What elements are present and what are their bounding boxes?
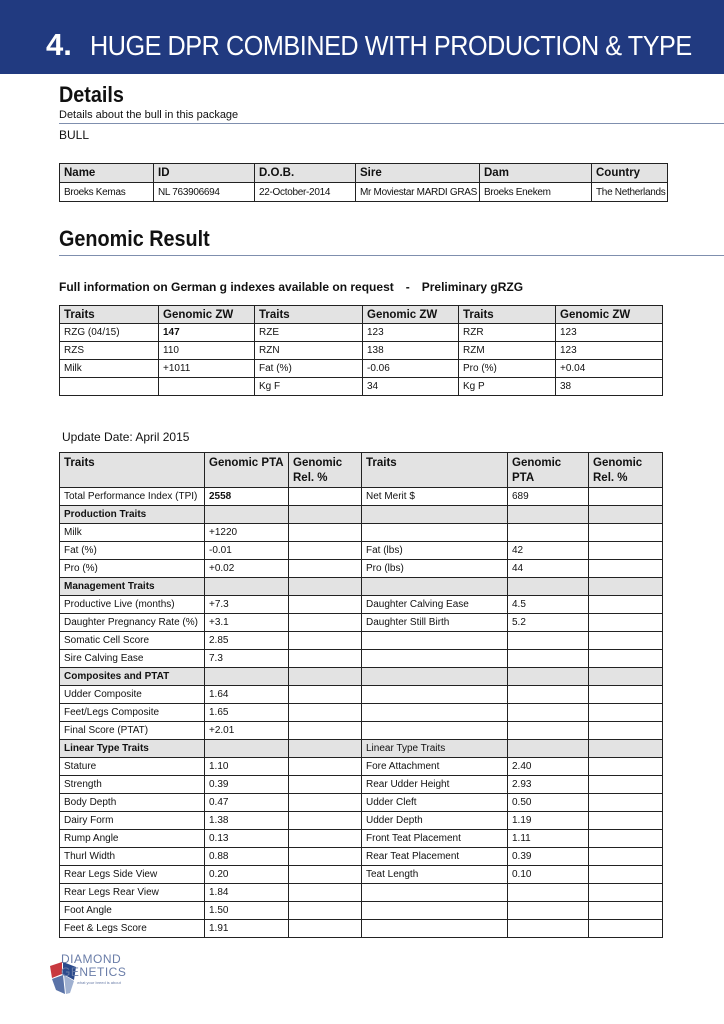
bull-data-cell: Broeks Kemas — [60, 183, 154, 202]
pta-cell: Productive Live (months) — [60, 596, 205, 614]
pta-cell — [289, 686, 362, 704]
pta-cell — [589, 758, 663, 776]
pta-header-cell: Genomic PTA — [205, 453, 289, 488]
bull-table — [59, 163, 668, 202]
gz-cell: +0.04 — [556, 360, 663, 378]
genomic-info-line — [59, 280, 523, 294]
pta-cell: Fore Attachment — [362, 758, 508, 776]
pta-cell — [508, 920, 589, 938]
pta-cell — [589, 812, 663, 830]
section-number: 4. — [46, 27, 72, 62]
table-row — [60, 830, 663, 848]
pta-cell: -0.01 — [205, 542, 289, 560]
pta-cell — [205, 668, 289, 686]
pta-cell — [289, 902, 362, 920]
table-row — [60, 614, 663, 632]
table-row — [60, 360, 663, 378]
section-row — [60, 740, 663, 758]
pta-cell: Daughter Still Birth — [362, 614, 508, 632]
german-index-header — [60, 306, 663, 324]
pta-cell — [589, 560, 663, 578]
pta-cell — [508, 524, 589, 542]
pta-cell — [289, 650, 362, 668]
diamond-genetics-logo — [47, 952, 137, 998]
pta-cell — [589, 596, 663, 614]
pta-cell: 1.64 — [205, 686, 289, 704]
pta-cell — [289, 596, 362, 614]
pta-cell: 1.10 — [205, 758, 289, 776]
pta-cell — [589, 830, 663, 848]
table-row — [60, 632, 663, 650]
table-row — [60, 722, 663, 740]
pta-cell: 0.50 — [508, 794, 589, 812]
bull-data-cell: Broeks Enekem — [480, 183, 592, 202]
bull-header-cell: Sire — [356, 164, 480, 183]
pta-cell — [589, 722, 663, 740]
pta-cell — [589, 524, 663, 542]
pta-cell — [205, 506, 289, 524]
table-row — [60, 866, 663, 884]
pta-cell — [589, 776, 663, 794]
pta-cell — [589, 794, 663, 812]
pta-cell: Rear Udder Height — [362, 776, 508, 794]
gz-cell: 138 — [363, 342, 459, 360]
logo-tagline: what your breed is about — [77, 980, 121, 985]
pta-cell: +3.1 — [205, 614, 289, 632]
pta-cell — [362, 668, 508, 686]
gz-cell: Pro (%) — [459, 360, 556, 378]
pta-cell: 44 — [508, 560, 589, 578]
pta-cell: Milk — [60, 524, 205, 542]
section-row — [60, 578, 663, 596]
gz-cell: 34 — [363, 378, 459, 396]
pta-cell — [589, 920, 663, 938]
pta-cell: 7.3 — [205, 650, 289, 668]
pta-cell — [289, 776, 362, 794]
bull-data-cell: Mr Moviestar MARDI GRAS — [356, 183, 480, 202]
gz-cell: RZS — [60, 342, 159, 360]
bull-data-cell: NL 763906694 — [154, 183, 255, 202]
bull-table-row — [60, 183, 668, 202]
table-row — [60, 560, 663, 578]
gz-cell — [159, 378, 255, 396]
pta-cell: 5.2 — [508, 614, 589, 632]
preliminary-text: Preliminary gRZG — [421, 280, 524, 294]
pta-cell: 1.91 — [205, 920, 289, 938]
pta-cell: 2.40 — [508, 758, 589, 776]
gz-cell: Fat (%) — [255, 360, 363, 378]
table-row — [60, 686, 663, 704]
pta-cell — [589, 488, 663, 506]
table-row — [60, 542, 663, 560]
genomic-heading: Genomic Result — [59, 226, 210, 251]
details-heading: Details — [59, 82, 124, 107]
pta-cell — [362, 524, 508, 542]
table-row — [60, 812, 663, 830]
section-banner — [0, 0, 724, 74]
table-row — [60, 848, 663, 866]
pta-cell — [289, 884, 362, 902]
gz-cell: RZR — [459, 324, 556, 342]
pta-cell: Foot Angle — [60, 902, 205, 920]
pta-cell — [362, 686, 508, 704]
pta-cell: Dairy Form — [60, 812, 205, 830]
gz-header-cell: Traits — [60, 306, 159, 324]
pta-cell — [508, 578, 589, 596]
pta-cell — [589, 542, 663, 560]
details-subtitle: Details about the bull in this package — [59, 109, 239, 121]
pta-cell — [508, 650, 589, 668]
pta-cell: Rear Legs Rear View — [60, 884, 205, 902]
pta-cell — [508, 722, 589, 740]
bull-header-cell: Dam — [480, 164, 592, 183]
details-rule — [59, 123, 724, 124]
pta-cell: +7.3 — [205, 596, 289, 614]
info-separator: - — [405, 280, 410, 294]
update-date: Update Date: April 2015 — [62, 430, 190, 444]
pta-cell — [362, 506, 508, 524]
pta-cell — [589, 740, 663, 758]
gz-header-cell: Traits — [255, 306, 363, 324]
pta-cell — [589, 704, 663, 722]
section-row — [60, 506, 663, 524]
gz-cell: 38 — [556, 378, 663, 396]
gz-cell — [60, 378, 159, 396]
pta-cell: Rump Angle — [60, 830, 205, 848]
pta-cell — [289, 812, 362, 830]
bull-label: BULL — [59, 128, 90, 142]
pta-cell: 0.39 — [205, 776, 289, 794]
pta-cell — [289, 920, 362, 938]
pta-cell: Fat (%) — [60, 542, 205, 560]
logo-line-1: DIAMOND — [61, 952, 122, 966]
pta-cell: Rear Legs Side View — [60, 866, 205, 884]
bull-header-cell: D.O.B. — [255, 164, 356, 183]
pta-header-cell: Genomic Rel. % — [589, 453, 663, 488]
table-row — [60, 324, 663, 342]
pta-cell: Daughter Calving Ease — [362, 596, 508, 614]
pta-cell: Daughter Pregnancy Rate (%) — [60, 614, 205, 632]
table-row — [60, 902, 663, 920]
gz-cell: Kg F — [255, 378, 363, 396]
table-row — [60, 776, 663, 794]
pta-cell: Udder Depth — [362, 812, 508, 830]
pta-cell — [362, 884, 508, 902]
pta-cell: Rear Teat Placement — [362, 848, 508, 866]
pta-cell — [289, 542, 362, 560]
full-info-text: Full information on German g indexes available on request — [59, 280, 394, 294]
pta-cell: 0.39 — [508, 848, 589, 866]
pta-cell — [589, 650, 663, 668]
pta-cell: Front Teat Placement — [362, 830, 508, 848]
pta-cell: Feet & Legs Score — [60, 920, 205, 938]
gz-cell: +1011 — [159, 360, 255, 378]
logo-line-2: GENETICS — [61, 965, 127, 979]
pta-cell: Udder Composite — [60, 686, 205, 704]
pta-cell: Feet/Legs Composite — [60, 704, 205, 722]
pta-cell — [589, 578, 663, 596]
pta-cell — [289, 668, 362, 686]
pta-cell: Teat Length — [362, 866, 508, 884]
pta-cell: Strength — [60, 776, 205, 794]
pta-cell — [362, 902, 508, 920]
pta-cell: Thurl Width — [60, 848, 205, 866]
pta-cell: 689 — [508, 488, 589, 506]
bull-header-cell: ID — [154, 164, 255, 183]
table-row — [60, 650, 663, 668]
pta-cell: Body Depth — [60, 794, 205, 812]
table-row — [60, 342, 663, 360]
table-row — [60, 596, 663, 614]
bull-data-cell: 22-October-2014 — [255, 183, 356, 202]
pta-table-header — [60, 453, 663, 488]
pta-cell: 4.5 — [508, 596, 589, 614]
bull-header-cell: Country — [592, 164, 668, 183]
pta-cell — [589, 668, 663, 686]
pta-cell: 1.84 — [205, 884, 289, 902]
pta-cell — [362, 632, 508, 650]
pta-cell: Somatic Cell Score — [60, 632, 205, 650]
pta-cell: Total Performance Index (TPI) — [60, 488, 205, 506]
pta-cell — [289, 524, 362, 542]
pta-header-cell: Genomic Rel. % — [289, 453, 362, 488]
pta-cell — [205, 578, 289, 596]
pta-cell: 0.47 — [205, 794, 289, 812]
bull-header-cell: Name — [60, 164, 154, 183]
table-row — [60, 794, 663, 812]
pta-cell — [508, 506, 589, 524]
bull-table-header — [60, 164, 668, 183]
pta-cell: +2.01 — [205, 722, 289, 740]
pta-cell: Linear Type Traits — [362, 740, 508, 758]
gz-cell: RZE — [255, 324, 363, 342]
pta-cell — [289, 488, 362, 506]
pta-cell — [289, 614, 362, 632]
gz-cell: -0.06 — [363, 360, 459, 378]
pta-cell — [508, 902, 589, 920]
pta-header-cell: Traits — [362, 453, 508, 488]
section-title: HUGE DPR COMBINED WITH PRODUCTION & TYPE — [90, 30, 692, 61]
pta-cell: Stature — [60, 758, 205, 776]
pta-cell — [589, 686, 663, 704]
gz-header-cell: Genomic ZW — [159, 306, 255, 324]
pta-cell: 2.85 — [205, 632, 289, 650]
pta-cell: 1.65 — [205, 704, 289, 722]
pta-cell — [589, 614, 663, 632]
gz-cell: RZN — [255, 342, 363, 360]
pta-cell: Sire Calving Ease — [60, 650, 205, 668]
gz-cell: 123 — [556, 342, 663, 360]
gz-cell: Milk — [60, 360, 159, 378]
pta-cell — [289, 830, 362, 848]
pta-cell: Management Traits — [60, 578, 205, 596]
pta-cell — [362, 578, 508, 596]
pta-cell — [205, 740, 289, 758]
pta-cell: +0.02 — [205, 560, 289, 578]
pta-cell — [589, 902, 663, 920]
pta-cell: 0.20 — [205, 866, 289, 884]
pta-cell: Fat (lbs) — [362, 542, 508, 560]
pta-cell — [362, 650, 508, 668]
gz-cell: RZG (04/15) — [60, 324, 159, 342]
pta-cell — [508, 740, 589, 758]
pta-cell: Pro (%) — [60, 560, 205, 578]
pta-header-cell: Traits — [60, 453, 205, 488]
pta-cell: 1.50 — [205, 902, 289, 920]
pta-cell — [508, 884, 589, 902]
pta-cell — [508, 632, 589, 650]
pta-cell — [362, 722, 508, 740]
pta-cell — [589, 632, 663, 650]
genomic-pta-table — [59, 452, 663, 938]
pta-cell — [289, 704, 362, 722]
pta-cell — [289, 560, 362, 578]
gz-cell: RZM — [459, 342, 556, 360]
pta-cell — [589, 866, 663, 884]
bull-data-cell: The Netherlands — [592, 183, 668, 202]
gz-header-cell: Genomic ZW — [556, 306, 663, 324]
pta-cell: 1.38 — [205, 812, 289, 830]
pta-cell: Production Traits — [60, 506, 205, 524]
pta-cell: 1.19 — [508, 812, 589, 830]
pta-cell — [289, 722, 362, 740]
pta-cell — [289, 632, 362, 650]
table-row — [60, 884, 663, 902]
pta-cell: 0.10 — [508, 866, 589, 884]
gz-cell: 123 — [556, 324, 663, 342]
pta-cell — [289, 578, 362, 596]
pta-cell: 0.13 — [205, 830, 289, 848]
gz-cell: Kg P — [459, 378, 556, 396]
gz-cell: 110 — [159, 342, 255, 360]
pta-cell — [508, 704, 589, 722]
pta-cell: Udder Cleft — [362, 794, 508, 812]
gz-header-cell: Traits — [459, 306, 556, 324]
pta-cell — [508, 668, 589, 686]
table-row — [60, 488, 663, 506]
pta-cell: 2558 — [205, 488, 289, 506]
table-row — [60, 378, 663, 396]
pta-cell: 2.93 — [508, 776, 589, 794]
pta-cell — [289, 506, 362, 524]
pta-cell — [362, 920, 508, 938]
german-index-table — [59, 305, 663, 396]
pta-cell: Net Merit $ — [362, 488, 508, 506]
pta-header-cell: Genomic PTA — [508, 453, 589, 488]
pta-cell: Final Score (PTAT) — [60, 722, 205, 740]
pta-cell — [508, 686, 589, 704]
pta-cell — [589, 506, 663, 524]
gz-header-cell: Genomic ZW — [363, 306, 459, 324]
pta-cell — [589, 884, 663, 902]
pta-cell: +1220 — [205, 524, 289, 542]
pta-cell — [589, 848, 663, 866]
pta-cell — [289, 866, 362, 884]
pta-cell: 1.11 — [508, 830, 589, 848]
pta-cell — [362, 704, 508, 722]
gz-cell: 123 — [363, 324, 459, 342]
pta-cell — [289, 758, 362, 776]
section-row — [60, 668, 663, 686]
pta-cell: Linear Type Traits — [60, 740, 205, 758]
pta-cell: 42 — [508, 542, 589, 560]
gz-cell: 147 — [159, 324, 255, 342]
table-row — [60, 704, 663, 722]
table-row — [60, 920, 663, 938]
genomic-rule — [59, 255, 724, 256]
table-row — [60, 524, 663, 542]
pta-cell: 0.88 — [205, 848, 289, 866]
pta-cell — [289, 848, 362, 866]
pta-cell — [289, 740, 362, 758]
pta-cell — [289, 794, 362, 812]
pta-cell: Pro (lbs) — [362, 560, 508, 578]
pta-cell: Composites and PTAT — [60, 668, 205, 686]
table-row — [60, 758, 663, 776]
